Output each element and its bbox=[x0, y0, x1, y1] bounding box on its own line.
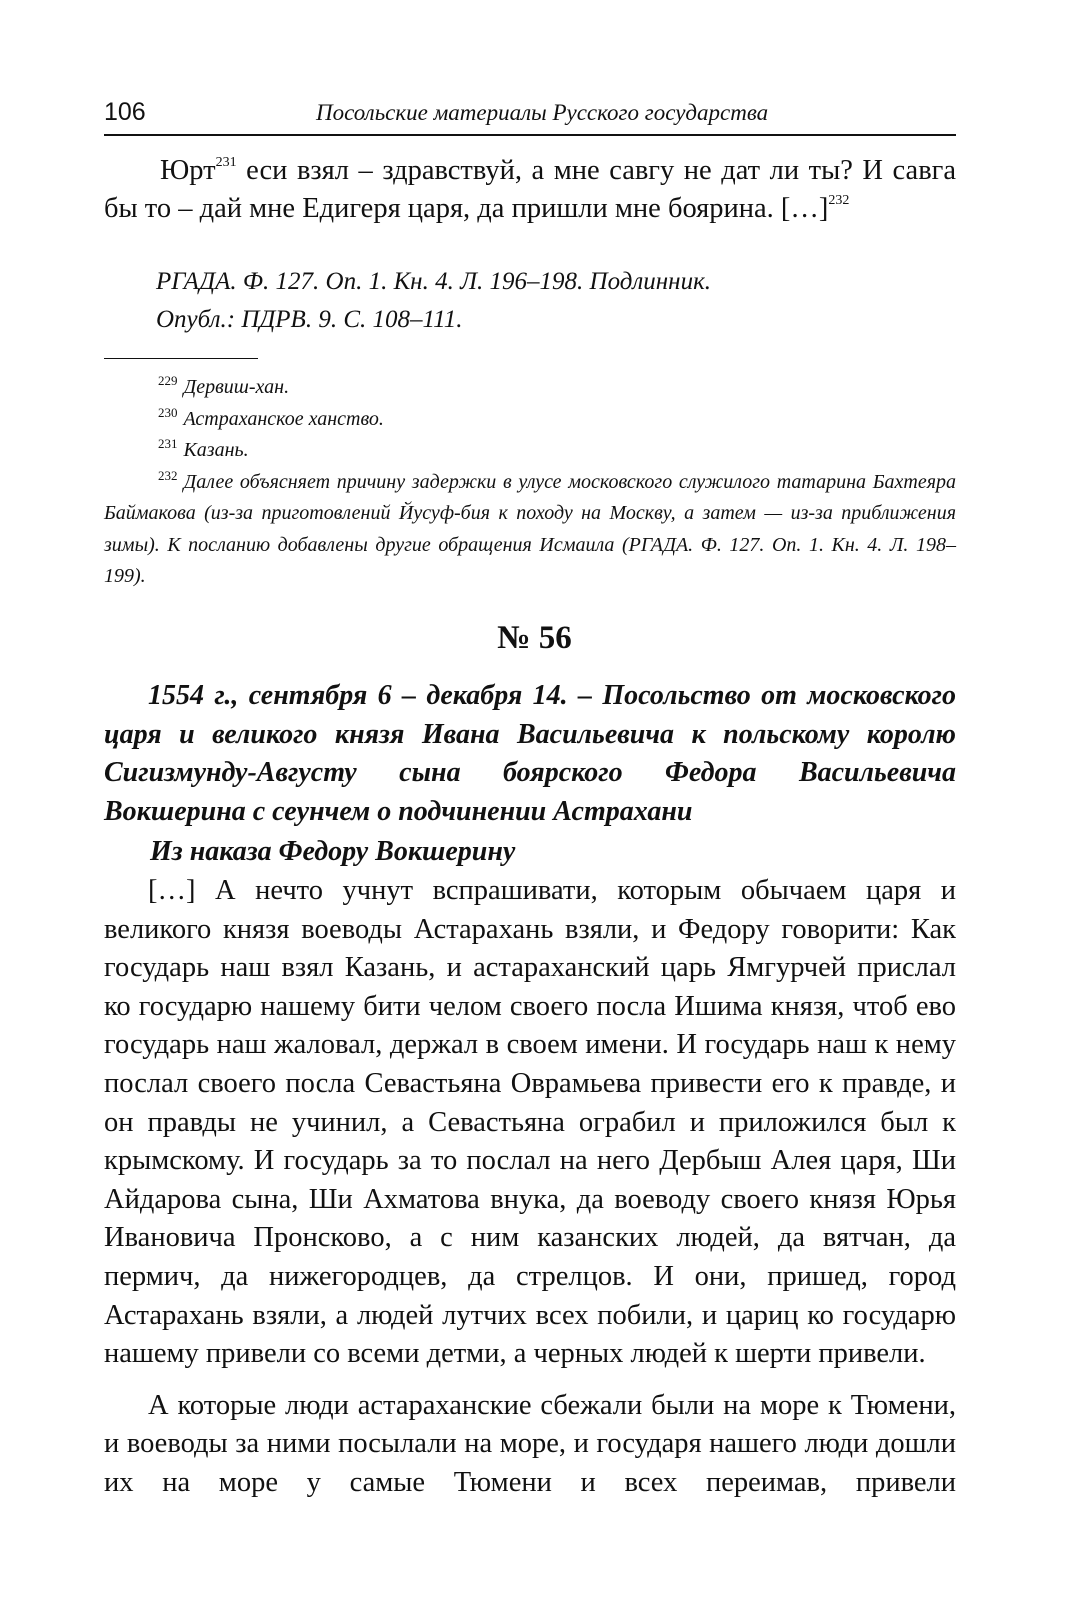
continuation-paragraph bbox=[104, 152, 956, 228]
archive-source: РГАДА. Ф. 127. Оп. 1. Кн. 4. Л. 196–198. Подлинник. bbox=[156, 268, 712, 295]
document-heading: 1554 г., сентября 6 – декабря 14. – Посольство от московского царя и великого князя Ивана Васильевича к польскому королю Сигизмунду-Августу сына боярского Федора Васильевича Вокшерина с сеунчем о подчинении Астрахани bbox=[104, 680, 956, 827]
footnote-text: Дервиш-хан. bbox=[183, 376, 290, 398]
footnote-231 bbox=[104, 435, 956, 467]
footnote-ref-231: 231 bbox=[215, 155, 237, 170]
footnote-232 bbox=[104, 467, 956, 593]
archive-published: Опубл.: ПДРВ. 9. С. 108–111. bbox=[156, 306, 463, 333]
footnote-text: Астраханское ханство. bbox=[183, 407, 384, 430]
running-title: Посольские материалы Русского государства bbox=[316, 100, 769, 125]
footnotes bbox=[104, 372, 956, 593]
archive-reference bbox=[156, 263, 956, 339]
footnote-rule bbox=[104, 358, 258, 359]
footnote-text: Далее объясняет причину задержки в улусе московского служилого татарина Бахтеяра Баймакова (из-за приготовлений Йусуф-бия к походу на Москву, а затем — из-за приближения зимы). К посланию добавлены другие обращения Исмаила (РГАДА. Ф. 127. Оп. 1. Кн. 4. Л. 198–199). bbox=[104, 470, 956, 587]
continuation-text-start: Юрт bbox=[160, 155, 216, 186]
footnote-number: 229 bbox=[158, 373, 178, 388]
document-number: № 56 bbox=[497, 620, 572, 656]
footnote-230 bbox=[104, 404, 956, 436]
footnote-number: 231 bbox=[158, 436, 178, 451]
body-paragraph: А которые люди астараханские сбежали были на море к Тюмени, и воеводы за ними посылали на море, и государя нашего люди дошли их на море у самые Тюмени и всех переимав, привели bbox=[104, 1389, 956, 1498]
continuation-text: еси взял – здравствуй, а мне савгу не дат ли ты? И савга бы то – дай мне Едигеря царя, да пришли мне боярина. […] bbox=[104, 155, 956, 224]
document-body bbox=[104, 872, 956, 1503]
footnote-number: 230 bbox=[158, 404, 178, 420]
footnote-number: 232 bbox=[158, 467, 178, 483]
page-number: 106 bbox=[104, 98, 146, 126]
body-paragraph: […] А нечто учнут вспрашивати, которым обычаем царя и великого князя воеводы Астарахань взяли, и Федору говорити: Как государь наш взял Казань, и астараханский царь Ямгурчей прислал ко государю нашему бити челом своего посла Ишима князя, чтоб ево государь наш жаловал, держал в своем имени. И государь наш к нему послал своего посла Севастьяна Оврамьева привести его к правде, и он правды не учинил, а Севастьяна ограбил и приложился был к крымскому. И государь за то послал на него Дербыш Алея царя, Ши Айдарова сына, Ши Ахматова внука, да воеводу своего князя Юрья Ивановича Пронсково, а с ним казанских людей, да вятчан, да пермич, да нижегородцев, да стрелцов. И они, пришед, город Астарахань взяли, а людей лутчих всех побили, и цариц ко государю нашему привели со всеми детми, а черных людей к шерти привели. bbox=[104, 875, 956, 1370]
footnote-text: Казань. bbox=[183, 439, 249, 461]
footnote-229 bbox=[104, 372, 956, 404]
footnote-ref-232: 232 bbox=[828, 193, 850, 208]
header-rule bbox=[104, 134, 956, 136]
document-subheading: Из наказа Федору Вокшерину bbox=[150, 836, 516, 867]
page-header bbox=[104, 96, 956, 136]
